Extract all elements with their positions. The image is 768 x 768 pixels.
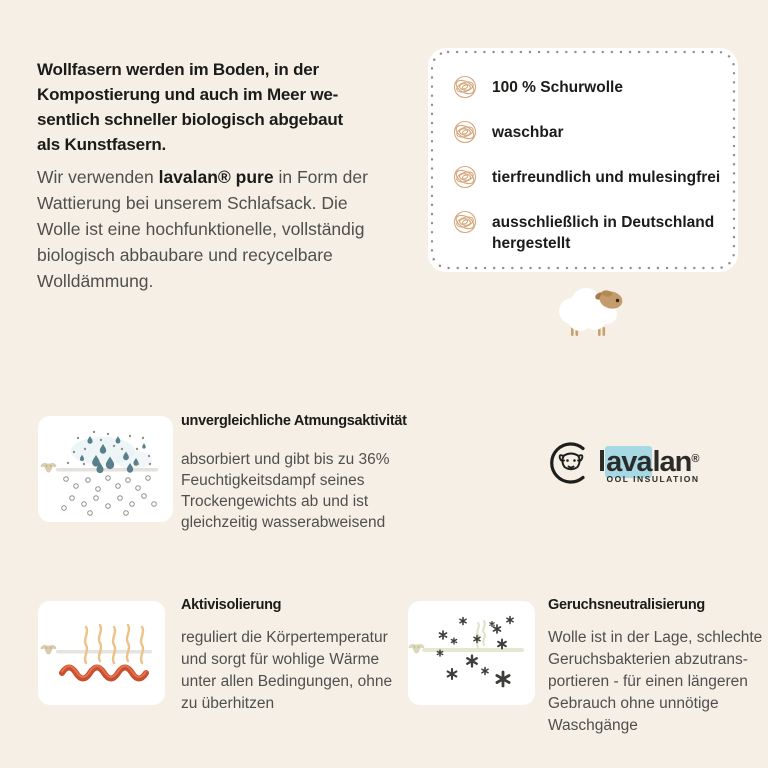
intro-paragraph — [37, 164, 385, 294]
warmth-wave — [62, 666, 146, 679]
wool-ball-icon — [452, 164, 478, 190]
intro-heading — [37, 57, 343, 157]
registered-mark: ® — [691, 453, 700, 465]
heat-waves — [85, 625, 143, 663]
odor-neutralization-illustration — [408, 601, 535, 705]
intro-heading-line: als Kunstfasern. — [37, 135, 167, 154]
intro-heading-line: sentlich schneller biologisch abgebaut — [37, 110, 344, 129]
wool-ball-icon — [452, 74, 478, 100]
card-odor-neutralization — [408, 601, 535, 705]
card-title-odor-neutralization: Geruchsneutralisierung — [548, 597, 705, 613]
intro-paragraph-start: Wir verwenden — [37, 167, 159, 187]
card-active-insulation — [38, 601, 165, 705]
active-insulation-heat-illustration — [38, 601, 165, 705]
card-title-active-insulation: Aktivisolierung — [181, 597, 282, 613]
feature-item — [452, 119, 724, 145]
intro-heading-line: Kompostierung und auch im Meer we- — [37, 85, 339, 104]
steam-squiggles — [477, 621, 485, 647]
feature-label: ausschließlich in Deutschland hergestellt — [492, 214, 715, 252]
card-text-breathability: absorbiert und gibt bis zu 36% Feuchtigkeitsdampf seines Trockengewichts ab und ist gleichzeitig wasserabweisend — [181, 451, 390, 531]
lavalan-highlight: ava — [606, 446, 652, 478]
sheep-head-icon — [40, 462, 57, 473]
feature-item — [452, 74, 724, 100]
lavalan-logo-text — [598, 440, 699, 484]
lavalan-logo — [548, 440, 699, 486]
feature-label: waschbar — [492, 124, 564, 141]
intro-heading-line: Wollfasern werden im Boden, in der — [37, 60, 319, 79]
card-title-breathability: unvergleichliche Atmungsaktivität — [181, 413, 407, 429]
feature-label: 100 % Schurwolle — [492, 79, 623, 96]
lavalan-sheep-circle-icon — [548, 440, 594, 486]
sheep-illustration — [550, 283, 630, 341]
breathability-moisture-illustration — [38, 416, 173, 522]
card-text-active-insulation: reguliert die Körpertemperatur und sorgt für wohlige Wärme unter allen Bedingungen, ohne zu überhitzen — [181, 629, 393, 712]
lavalan-wordmark: lavalan® — [598, 446, 700, 478]
card-text-odor-neutralization: Wolle ist in der Lage, schlechte Geruchsbakterien abzutrans- portieren - für einen längeren Gebrauch ohne unnötige Waschgänge — [548, 629, 763, 734]
intro-paragraph-end: in Form der Wattierung bei unserem Schlafsack. Die Wolle ist eine hochfunktionelle, vollständig biologisch abbaubare und recycelbare Wolldämmung. — [37, 167, 368, 291]
air-bubbles — [62, 476, 157, 516]
wool-ball-icon — [452, 209, 478, 235]
features-box — [428, 48, 738, 272]
brand-name-bold: lavalan® pure — [158, 167, 274, 187]
sheep-head-icon — [40, 644, 57, 655]
features-list — [452, 74, 724, 254]
sheep-eye — [616, 299, 619, 302]
sheep-head-icon — [408, 643, 425, 654]
feature-item — [452, 164, 724, 190]
feature-item — [452, 209, 724, 254]
card-breathability — [38, 416, 173, 522]
wool-ball-icon — [452, 119, 478, 145]
lavalan-subtitle: OOL INSULATION — [606, 474, 700, 484]
feature-label: tierfreundlich und mulesingfrei — [492, 169, 721, 186]
